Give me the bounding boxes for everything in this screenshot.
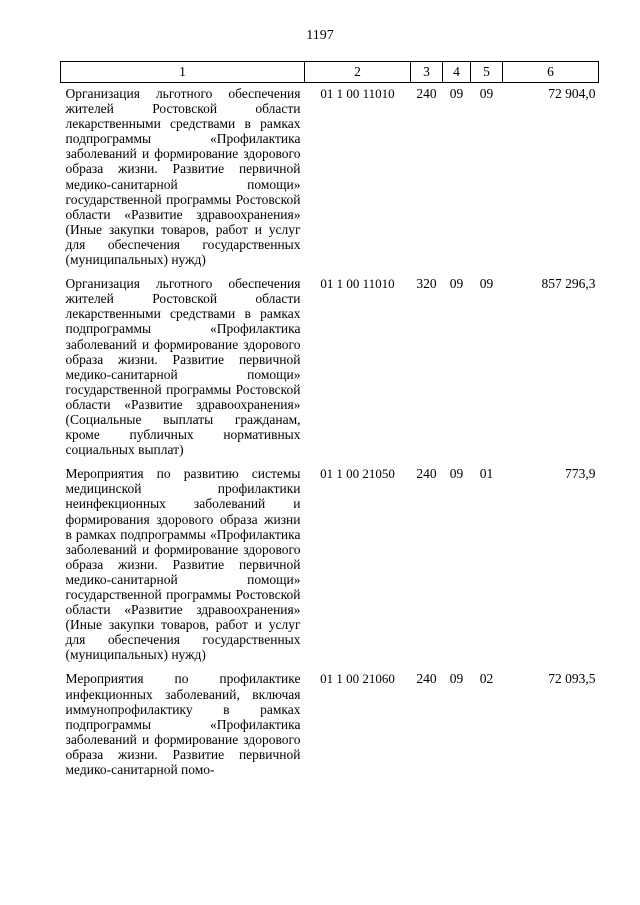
- column-header-2: 2: [305, 62, 411, 83]
- table-row: [61, 273, 599, 463]
- table-row: [61, 83, 599, 274]
- row-target-code: 01 1 00 11010: [320, 276, 395, 292]
- row-description: Организация льготного обеспечения жителей Ростовской области лекарственными средствами в рамках подпрограммы «Профилактика заболеваний и формирование здорового образа жизни. Развитие первичной медико-санитарной помощи» государственной программы Ростовской области «Развитие здравоохранения» (Социальные выплаты гражданам, кроме публичных нормативных социальных выплат): [65, 276, 301, 458]
- row-description: Организация льготного обеспечения жителей Ростовской области лекарственными средствами в рамках подпрограммы «Профилактика заболеваний и формирование здорового образа жизни. Развитие первичной медико-санитарной помощи» государственной программы Ростовской области «Развитие здравоохранения» (Иные закупки товаров, работ и услуг для обеспечения государственных (муниципальных) нужд): [65, 86, 301, 268]
- header-row: [61, 62, 599, 83]
- column-header-4: 4: [443, 62, 471, 83]
- table-row: [61, 463, 599, 668]
- budget-table: [60, 61, 599, 783]
- row-expense-type: 320: [416, 276, 437, 292]
- row-amount: 773,9: [565, 466, 596, 482]
- column-header-6: 6: [503, 62, 599, 83]
- row-amount: 72 093,5: [548, 671, 596, 687]
- row-subsection: 09: [479, 276, 494, 292]
- table-header: [61, 62, 599, 83]
- page-number: 1197: [306, 28, 334, 43]
- table-row: [61, 668, 599, 783]
- row-section: 09: [449, 671, 464, 687]
- row-description: Мероприятия по развитию системы медицинской профилактики неинфекционных заболеваний и формирования здорового образа жизни в рамках подпрограммы «Профилактика заболеваний и формирование здорового образа жизни. Развитие первичной медико-санитарной помощи» государственной программы Ростовской области «Развитие здравоохранения» (Иные закупки товаров, работ и услуг для обеспечения государственных (муниципальных) нужд): [65, 466, 301, 663]
- row-subsection: 01: [479, 466, 494, 482]
- row-amount: 72 904,0: [548, 86, 596, 101]
- row-amount: 857 296,3: [541, 276, 596, 292]
- column-header-3: 3: [411, 62, 443, 83]
- row-expense-type: 240: [416, 671, 437, 687]
- row-subsection: 02: [479, 671, 494, 687]
- row-target-code: 01 1 00 21060: [320, 671, 395, 687]
- table-body: [61, 83, 599, 784]
- row-expense-type: 240: [416, 466, 437, 482]
- row-section: 09: [449, 86, 464, 101]
- row-expense-type: 240: [416, 86, 437, 101]
- column-header-5: 5: [471, 62, 503, 83]
- row-subsection: 09: [479, 86, 494, 101]
- row-target-code: 01 1 00 21050: [320, 466, 395, 482]
- row-description: Мероприятия по профилактике инфекционных заболеваний, включая иммунопрофилактику в рамках подпрограммы «Профилактика заболеваний и формирование здорового образа жизни. Развитие первичной медико-санитарной помо-: [65, 671, 301, 778]
- row-target-code: 01 1 00 11010: [320, 86, 395, 101]
- row-section: 09: [449, 466, 464, 482]
- row-section: 09: [449, 276, 464, 292]
- column-header-1: 1: [61, 62, 305, 83]
